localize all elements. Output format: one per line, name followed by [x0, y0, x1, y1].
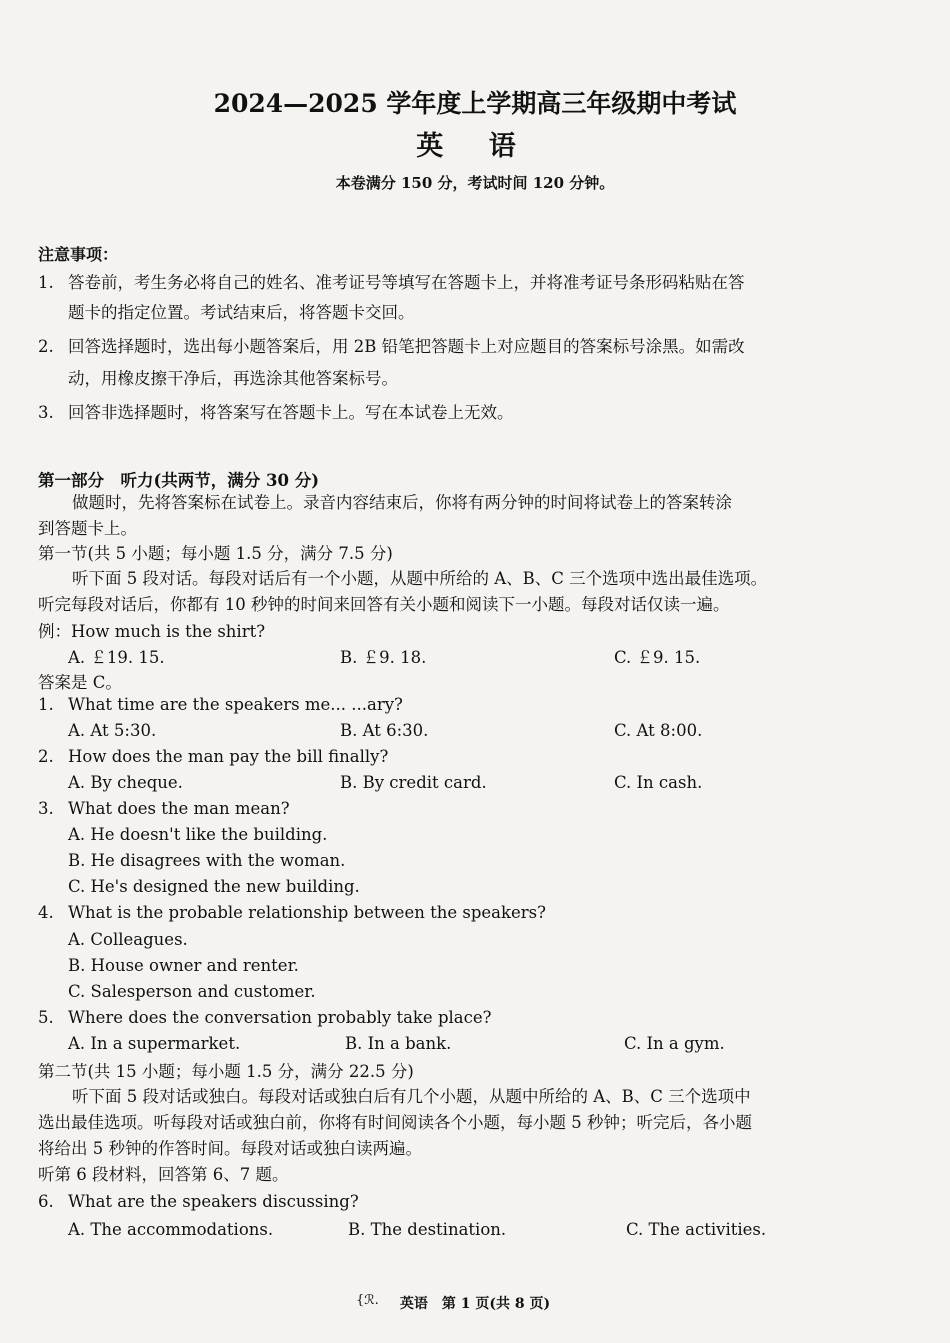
- section2-intro: 将给出 5 秒钟的作答时间。每段对话或独白读两遍。: [38, 1139, 422, 1158]
- option-a: A. In a supermarket.: [68, 1034, 241, 1053]
- notice-heading: 注意事项：: [38, 245, 119, 264]
- question-text: What time are the speakers me... ...ary?: [68, 695, 403, 714]
- question-number: 4.: [38, 903, 54, 922]
- option-b: B. ￡9. 18.: [340, 648, 427, 667]
- notice-number: 2.: [38, 337, 54, 356]
- option-b: B. The destination.: [348, 1220, 507, 1239]
- option-b: B. At 6:30.: [340, 721, 429, 740]
- option-c: C. Salesperson and customer.: [68, 982, 316, 1001]
- option-a: A. At 5:30.: [68, 721, 157, 740]
- question-number: 6.: [38, 1192, 54, 1211]
- exam-info: 本卷满分 150 分，考试时间 120 分钟。: [335, 174, 615, 192]
- question-text: What does the man mean?: [68, 799, 290, 818]
- notice-number: 3.: [38, 403, 54, 422]
- notice-text: 回答选择题时，选出每小题答案后，用 2B 铅笔把答题卡上对应题目的答案标号涂黑。如需改: [68, 337, 745, 356]
- example-question-text: 例：How much is the shirt?: [38, 622, 266, 641]
- question-number: 5.: [38, 1008, 54, 1027]
- question-number: 1.: [38, 695, 54, 714]
- option-a: A. The accommodations.: [68, 1220, 274, 1239]
- option-b: B. House owner and renter.: [68, 956, 299, 975]
- notice-text: 动，用橡皮擦干净后，再选涂其他答案标号。: [68, 369, 398, 388]
- notice-number: 1.: [38, 273, 54, 292]
- question-text: What is the probable relationship between the speakers?: [68, 903, 546, 922]
- option-c: C. The activities.: [626, 1220, 767, 1239]
- option-c: C. At 8:00.: [614, 721, 703, 740]
- option-c: C. In a gym.: [624, 1034, 725, 1053]
- question-text: What are the speakers discussing?: [68, 1192, 359, 1211]
- option-c: C. ￡9. 15.: [614, 648, 701, 667]
- option-b: B. In a bank.: [345, 1034, 452, 1053]
- question-text: Where does the conversation probably take place?: [68, 1008, 492, 1027]
- page-number: 英语 第 1 页(共 8 页): [399, 1296, 551, 1312]
- option-c: C. He's designed the new building.: [68, 877, 360, 896]
- section1-intro: 听完每段对话后，你都有 10 秒钟的时间来回答有关小题和阅读下一小题。每段对话仅读一遍。: [38, 595, 730, 614]
- question-text: How does the man pay the bill finally?: [68, 747, 389, 766]
- part1-heading: 第一部分 听力(共两节，满分 30 分): [38, 471, 320, 490]
- section1-heading: 第一节(共 5 小题；每小题 1.5 分，满分 7.5 分): [38, 544, 393, 563]
- option-c: C. In cash.: [614, 773, 703, 792]
- option-a: A. By cheque.: [68, 773, 183, 792]
- section2-intro: 听下面 5 段对话或独白。每段对话或独白后有几个小题，从题中所给的 A、B、C 三个选项中: [72, 1087, 751, 1106]
- notice-text: 题卡的指定位置。考试结束后，将答题卡交回。: [68, 303, 415, 322]
- exam-title: 2024—2025 学年度上学期高三年级期中考试: [213, 89, 737, 118]
- example-answer: 答案是 C。: [38, 673, 122, 692]
- section2-intro: 选出最佳选项。听每段对话或独白前，你将有时间阅读各个小题，每小题 5 秒钟；听完后，各小题: [38, 1113, 752, 1132]
- option-b: B. By credit card.: [340, 773, 487, 792]
- notice-text: 答卷前，考生务必将自己的姓名、准考证号等填写在答题卡上，并将准考证号条形码粘贴在答: [68, 273, 745, 292]
- section1-intro: 听下面 5 段对话。每段对话后有一个小题，从题中所给的 A、B、C 三个选项中选出最佳选项。: [72, 569, 768, 588]
- question-number: 2.: [38, 747, 54, 766]
- subject-title: 英 语: [416, 131, 534, 162]
- section2-heading: 第二节(共 15 小题；每小题 1.5 分，满分 22.5 分): [38, 1062, 414, 1081]
- material-instruction: 听第 6 段材料，回答第 6、7 题。: [38, 1165, 289, 1184]
- question-number: 3.: [38, 799, 54, 818]
- option-b: B. He disagrees with the woman.: [68, 851, 346, 870]
- option-a: A. He doesn't like the building.: [68, 825, 328, 844]
- part1-intro: 到答题卡上。: [38, 519, 137, 538]
- part1-intro: 做题时，先将答案标在试卷上。录音内容结束后，你将有两分钟的时间将试卷上的答案转涂: [72, 493, 732, 512]
- option-a: A. Colleagues.: [68, 930, 188, 949]
- footer-mark: {ℛ.: [356, 1293, 379, 1308]
- notice-text: 回答非选择题时，将答案写在答题卡上。写在本试卷上无效。: [68, 403, 514, 422]
- option-a: A. ￡19. 15.: [68, 648, 165, 667]
